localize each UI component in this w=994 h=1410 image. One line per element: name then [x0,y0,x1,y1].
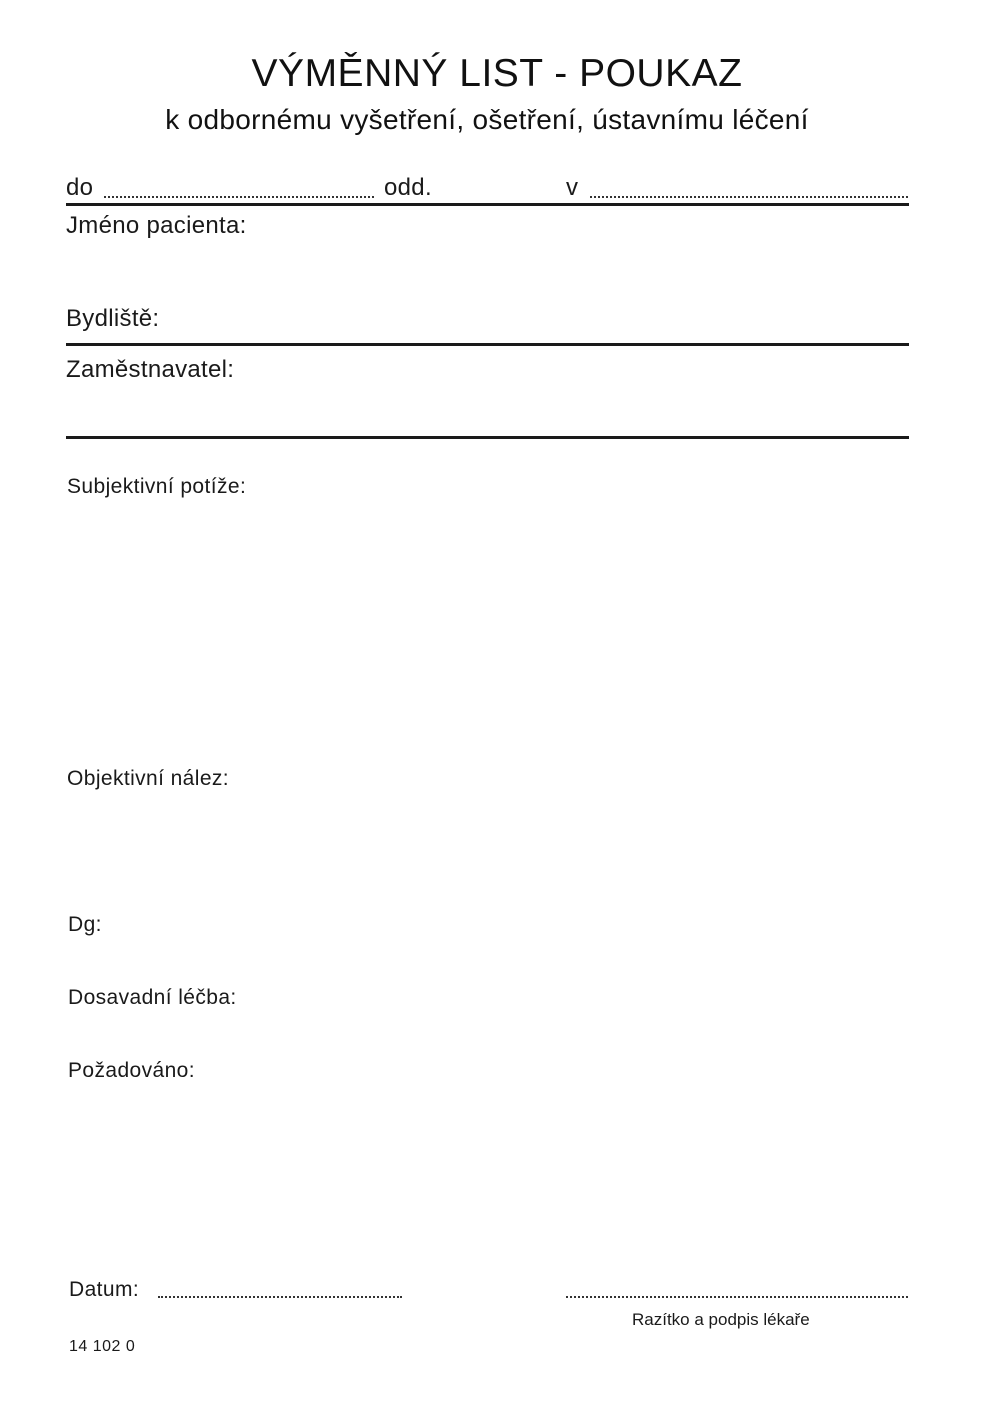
in-field[interactable] [590,196,908,198]
patient-name-label: Jméno pacienta: [66,212,247,239]
in-label: v [566,174,579,201]
residence-label: Bydliště: [66,305,160,332]
department-label: odd. [384,174,432,201]
signature-caption: Razítko a podpis lékaře [632,1310,810,1329]
residence-rule [66,343,909,346]
form-subtitle: k odbornému vyšetření, ošetření, ústavnímu léčení [165,104,809,135]
form-code: 14 102 0 [69,1338,136,1355]
date-label: Datum: [69,1278,140,1301]
to-field[interactable] [104,196,374,198]
form-title: VÝMĚNNÝ LIST - POUKAZ [251,52,743,95]
employer-rule [66,436,909,439]
subjective-complaints-label: Subjektivní potíže: [67,475,247,498]
objective-findings-label: Objektivní nález: [67,767,230,790]
header-rule [66,203,909,206]
employer-label: Zaměstnavatel: [66,356,235,383]
diagnosis-label: Dg: [68,913,102,936]
to-label: do [66,174,94,201]
signature-line[interactable] [566,1296,908,1298]
date-field[interactable] [158,1296,402,1298]
requested-label: Požadováno: [68,1059,195,1082]
previous-treatment-label: Dosavadní léčba: [68,986,237,1009]
